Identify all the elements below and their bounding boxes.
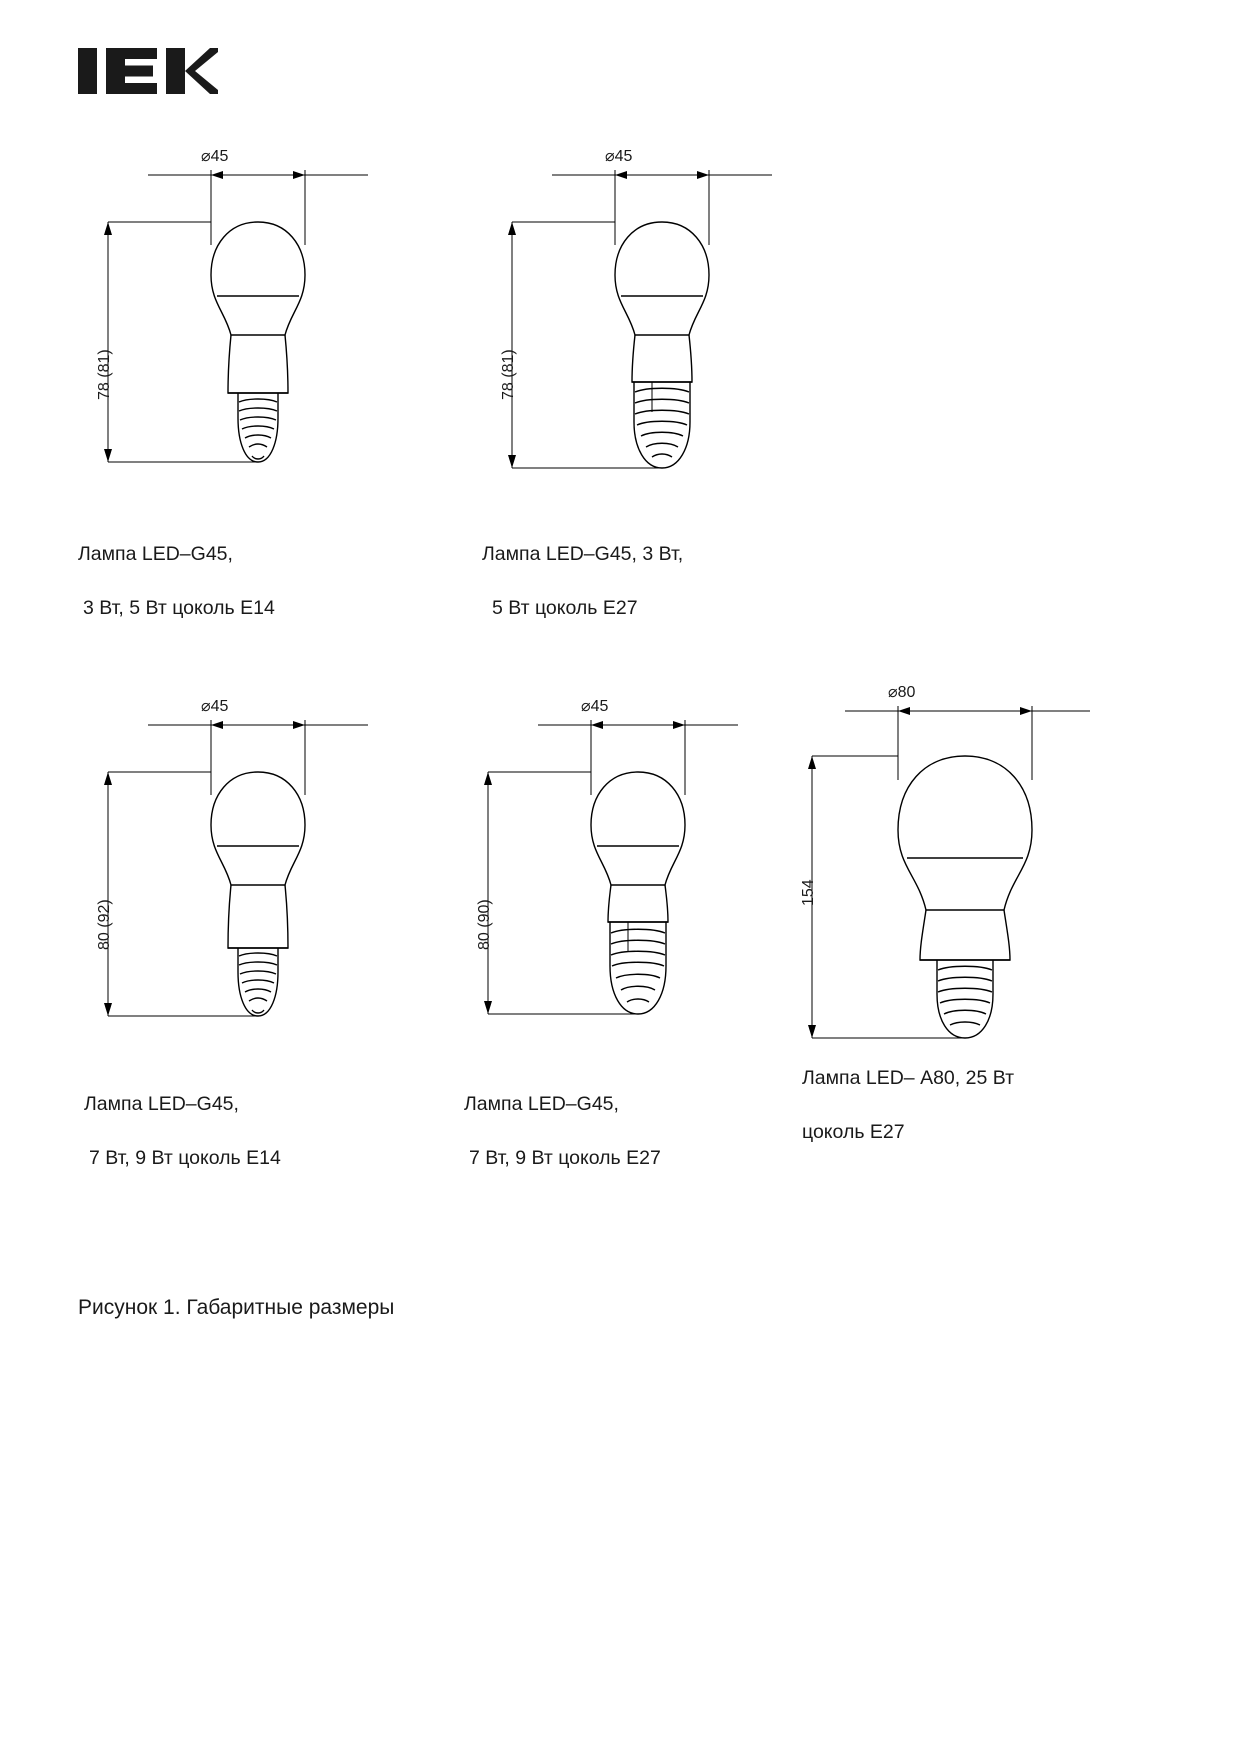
bulb-drawing-g45-e27 (482, 150, 812, 510)
figure-led-g45-3-5-e14 (78, 148, 408, 619)
caption-line-2: цоколь Е27 (802, 1121, 905, 1143)
figure-item-caption (464, 1064, 661, 1172)
dimension-height-label: 154 (800, 879, 817, 906)
iek-logo (78, 42, 218, 100)
bulb-drawing-a80-e27 (790, 698, 1130, 1058)
figure-led-g45-3-5-e27 (482, 148, 812, 619)
dimension-diameter-label: ⌀45 (581, 698, 609, 715)
dimension-height-label: 80 (92) (96, 899, 113, 950)
figure-item-caption (802, 1038, 1014, 1146)
caption-line-1: Лампа LED–G45, (78, 543, 233, 565)
bulb-drawing-g45-e14 (78, 150, 408, 510)
bulb-drawing-g45-e27-big (458, 700, 788, 1060)
figure-item-caption (84, 1064, 281, 1172)
dimension-diameter-label: ⌀45 (605, 148, 633, 165)
figure-led-a80-25-e27 (790, 684, 1130, 1143)
caption-line-2: 7 Вт, 9 Вт цоколь Е27 (469, 1147, 661, 1169)
dimension-diameter-label: ⌀45 (201, 698, 229, 715)
dimension-height-label: 78 (81) (500, 349, 517, 400)
figure-caption: Рисунок 1. Габаритные размеры (78, 1296, 395, 1319)
dimension-diameter-label: ⌀45 (201, 148, 229, 165)
caption-line-1: Лампа LED– А80, 25 Вт (802, 1067, 1014, 1089)
caption-line-2: 7 Вт, 9 Вт цоколь Е14 (89, 1147, 281, 1169)
caption-line-1: Лампа LED–G45, (84, 1093, 239, 1115)
figure-item-caption (78, 514, 275, 622)
dimension-height-label: 78 (81) (96, 349, 113, 400)
figure-item-caption (482, 514, 683, 622)
caption-line-2: 3 Вт, 5 Вт цоколь Е14 (83, 597, 275, 619)
bulb-drawing-g45-e14-big (78, 700, 408, 1060)
caption-line-1: Лампа LED–G45, (464, 1093, 619, 1115)
figure-led-g45-7-9-e14 (78, 698, 408, 1169)
dimension-height-label: 80 (90) (476, 899, 493, 950)
dimension-diameter-label: ⌀80 (888, 684, 916, 701)
caption-line-1: Лампа LED–G45, 3 Вт, (482, 543, 684, 565)
figure-led-g45-7-9-e27 (458, 698, 788, 1169)
caption-line-2: 5 Вт цоколь Е27 (492, 597, 638, 619)
